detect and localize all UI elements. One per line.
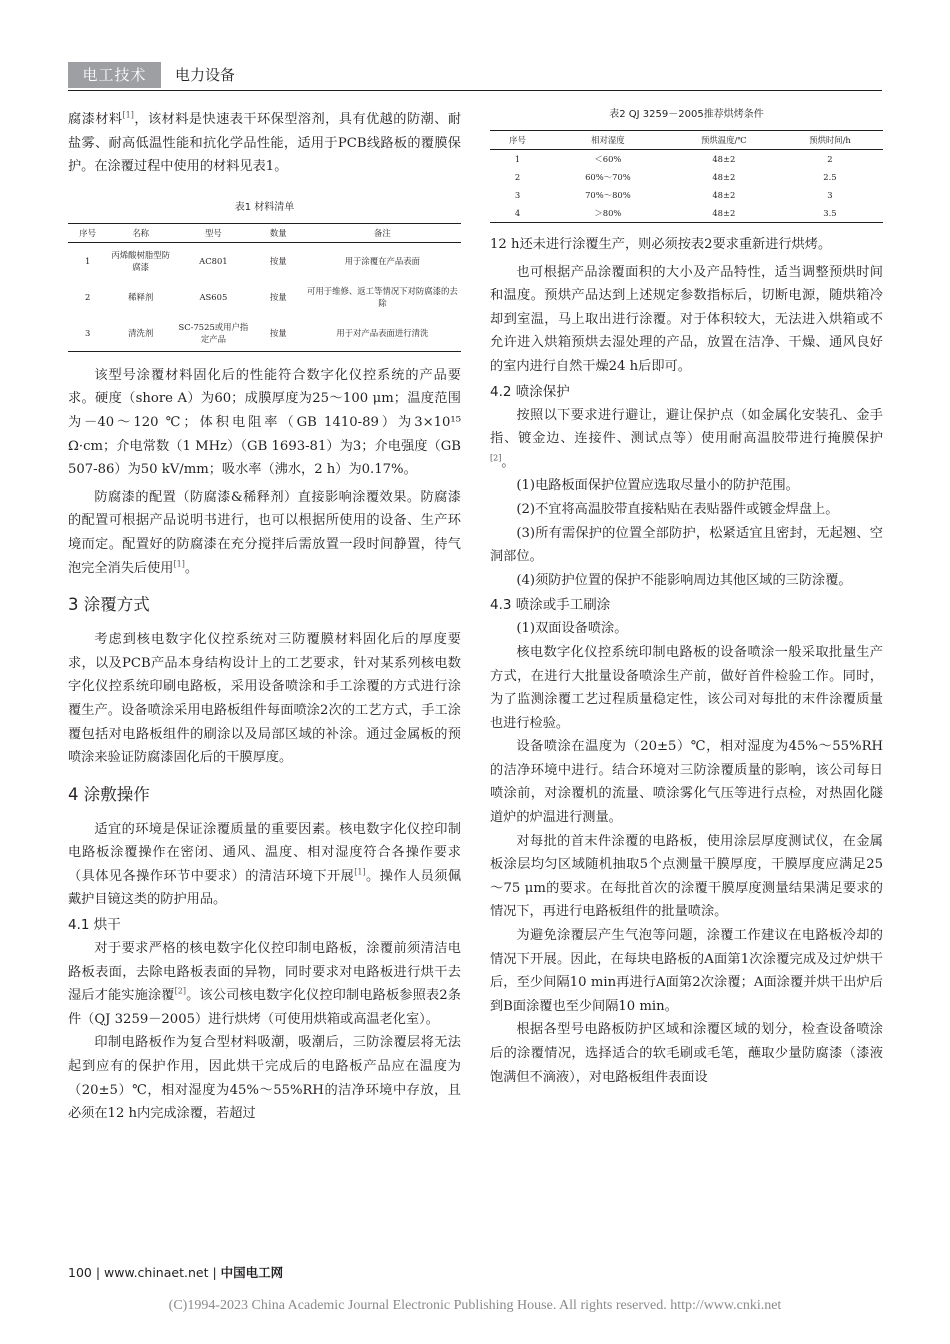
table-header: 序号 — [68, 223, 107, 242]
paragraph: 适宜的环境是保证涂覆质量的重要因素。核电数字化仪控印制电路板涂覆操作在密闭、通风、温度、相对湿度符合各操作要求（具体见各操作环节中要求）的清洁环境下开展[1]。操作人员须佩戴护目镜这类的防护用品。 — [68, 821, 462, 908]
table-cell: 稀释剂 — [128, 291, 154, 302]
table-cell: 48±2 — [712, 172, 736, 182]
table-cell: 48±2 — [671, 204, 777, 223]
citation: [1] — [173, 559, 185, 569]
table-cell: 2 — [514, 172, 521, 182]
paragraph: 考虑到核电数字化仪控系统对三防覆膜材料固化后的厚度要求，以及PCB产品本身结构设计上的工艺要求，针对某系列核电数字化仪控系统印刷电路板，采用设备喷涂和手工涂覆的方式进行涂覆生产。设备喷涂采用电路板组件每面喷涂2次的工艺方式，手工涂覆包括对电路板组件的刷涂以及局部区域的补涂。通过金属板的预喷涂来验证防腐漆固化后的干膜厚度。 — [68, 632, 461, 766]
paragraph: 为避免涂覆层产生气泡等问题，涂覆工作建议在电路板冷却的情况下开展。因此，在每块电路板的A面第1次涂覆完成及过炉烘干后，至少间隔10 min再进行A面第2次涂覆；A面涂覆并烘干出炉后到B面涂覆也至少间隔10 min。 — [490, 928, 883, 1014]
table-cell: 用于对产品表面进行清洗 — [304, 315, 461, 352]
subsection-heading: 4.2 喷涂保护 — [490, 383, 570, 400]
table-cell: 1 — [84, 255, 91, 266]
table-cell: 2 — [827, 154, 833, 164]
table-cell: 按量 — [269, 291, 287, 302]
header-rule — [68, 90, 882, 91]
table-caption: 表1 材料清单 — [234, 201, 295, 213]
table-cell: 3 — [514, 190, 521, 200]
footer-site-name: 中国电工网 — [220, 1265, 284, 1280]
footer-separator: | — [95, 1265, 101, 1280]
paragraph: 腐漆材料[1]，该材料是快速表干环保型溶剂，具有优越的防潮、耐盐雾、耐高低温性能和抗化学品性能，适用于PCB线路板的覆膜保护。在涂覆过程中使用的材料见表1。 — [68, 110, 462, 175]
citation: [1] — [122, 110, 134, 120]
table-cell: 2.5 — [823, 172, 837, 182]
footer-url: www.chinaet.net — [104, 1265, 209, 1280]
table-cell: 70%～80% — [585, 190, 631, 200]
section-heading: 4 涂敷操作 — [68, 784, 150, 804]
table-header: 型号 — [174, 223, 253, 242]
table-header: 预烘时间/h — [777, 131, 883, 150]
left-column — [68, 108, 461, 1126]
table-cell: 按量 — [253, 315, 304, 352]
table-header-row — [68, 223, 461, 242]
citation: [2] — [490, 453, 502, 463]
paragraph: 核电数字化仪控系统印制电路板的设备喷涂一般采取批量生产方式，在进行大批量设备喷涂生产前，做好首件检验工作。同时，为了监测涂覆工艺过程质量稳定性，该公司对每批的末件涂覆质量也进行检验。 — [490, 644, 883, 731]
table-1 — [68, 201, 461, 352]
page-footer — [68, 1264, 283, 1282]
table-cell: 60%～70% — [585, 172, 631, 182]
section-title: 电力设备 — [175, 66, 236, 84]
table-cell: 按量 — [269, 255, 287, 266]
paragraph: 防腐漆的配置（防腐漆&稀释剂）直接影响涂覆效果。防腐漆的配置可根据产品说明书进行，也可以根据所使用的设备、生产环境而定。配置好的防腐漆在充分搅拌后需放置一段时间静置，待气泡完全消失后使用[1]。 — [68, 489, 461, 576]
paragraph: 设备喷涂在温度为（20±5）℃，相对湿度为45%～55%RH的洁净环境中进行。结合环境对三防涂覆质量的影响，该公司每日喷涂前，对涂覆机的流量、喷涂雾化气压等进行点检，对热固化隧道炉的炉温进行测量。 — [490, 739, 883, 826]
table-row — [68, 242, 461, 279]
table-cell: 1 — [514, 154, 521, 164]
footer-separator: | — [212, 1265, 217, 1280]
table-row — [68, 315, 461, 352]
list-item: (1)双面设备喷涂。 — [516, 621, 628, 637]
table-row — [68, 279, 461, 315]
table-cell: 48±2 — [712, 154, 736, 164]
table-cell: ＞80% — [545, 204, 671, 223]
running-header — [68, 62, 882, 92]
table-caption: 表2 QJ 3259－2005推荐烘烤条件 — [609, 109, 764, 120]
table-cell: 2 — [84, 291, 91, 302]
table-cell: 用于涂覆在产品表面 — [344, 255, 421, 266]
table-2 — [490, 108, 883, 223]
paragraph: 对每批的首末件涂覆的电路板，使用涂层厚度测试仪，在金属板涂层均匀区域随机抽取5个点测量干膜厚度，干膜厚度应满足25～75 μm的要求。在每批首次的涂覆干膜厚度测量结果满足要求的情况下，再进行电路板组件的批量喷涂。 — [490, 833, 883, 920]
journal-tag: 电工技术 — [68, 62, 161, 88]
table-header: 序号 — [490, 131, 545, 150]
paragraph: 印制电路板作为复合型材料吸潮，吸潮后，三防涂覆层将无法起到应有的保护作用，因此烘干完成后的电路板产品应在温度为（20±5）℃，相对湿度为45%～55%RH的洁净环境中存放，且必须在12 h内完成涂覆，若超过 — [68, 1035, 461, 1122]
list-item: (1)电路板面保护位置应选取尽量小的防护范围。 — [516, 478, 799, 494]
section-heading: 3 涂覆方式 — [68, 595, 150, 615]
table-header: 名称 — [107, 223, 174, 242]
page-number: 100 — [68, 1265, 92, 1280]
table-cell: 3 — [827, 190, 833, 200]
table-cell: SC-7525或用户指定产品 — [174, 315, 253, 352]
subsection-heading: 4.3 喷涂或手工刷涂 — [490, 597, 611, 614]
table-row — [490, 168, 883, 186]
table-header: 数量 — [253, 223, 304, 242]
table-cell: 3 — [68, 315, 107, 352]
paragraph: 也可根据产品涂覆面积的大小及产品特性，适当调整预烘时间和温度。预烘产品达到上述规定参数指标后，切断电源，随烘箱冷却到室温，马上取出进行涂覆。对于体积较大，无法进入烘箱或不允许进入烘箱预烘去湿处理的产品，放置在洁净、干燥、通风良好的室内进行自然干燥24 h后即可。 — [490, 264, 883, 374]
paragraph: 该型号涂覆材料固化后的性能符合数字化仪控系统的产品要求。硬度（shore A）为60；成膜厚度为25～100 μm；温度范围为－40～120 ℃；体积电阻率（GB 1410-89）为3×10¹⁵ Ω·cm；介电常数（1 MHz）（GB 1693-81）为3；介电强度（GB 507-86）为50 kV/mm；吸水率（沸水，2 h）为0.17%。 — [68, 367, 461, 478]
table-cell: 丙烯酸树脂型防腐漆 — [111, 249, 170, 272]
table-cell: 可用于维修、返工等情况下对防腐漆的去除 — [307, 285, 458, 308]
paragraph: 根据各型号电路板防护区域和涂覆区域的划分，检查设备喷涂后的涂覆情况，选择适合的软毛刷或毛笔，蘸取少量防腐漆（漆液饱满但不滴液），对电路板组件表面设 — [490, 1022, 883, 1085]
subsection-heading: 4.1 烘干 — [68, 917, 121, 934]
paragraph: 对于要求严格的核电数字化仪控印制电路板，涂覆前须清洁电路板表面，去除电路板表面的异物，同时要求对电路板进行烘干去湿后才能实施涂覆[2]。该公司核电数字化仪控印制电路板参照表2条件（QJ 3259－2005）进行烘烤（可使用烘箱或高温老化室）。 — [68, 941, 461, 1027]
list-item: (3)所有需保护的位置全部防护，松紧适宜且密封，无起翘、空洞部位。 — [490, 525, 883, 565]
table-header: 备注 — [304, 223, 461, 242]
table-row — [490, 186, 883, 204]
table-header: 预烘温度/℃ — [671, 131, 777, 150]
table-cell: 3.5 — [777, 204, 883, 223]
citation: [1] — [354, 867, 366, 877]
table-row — [490, 150, 883, 169]
citation: [2] — [174, 986, 186, 996]
table-cell: 清洗剂 — [107, 315, 174, 352]
paragraph: 按照以下要求进行避让，避让保护点（如金属化安装孔、金手指、镀金边、连接件、测试点等）使用耐高温胶带进行掩膜保护[2]。 — [490, 407, 883, 470]
right-column — [490, 108, 883, 1089]
table-cell: AC801 — [199, 255, 228, 266]
table-cell: 4 — [490, 204, 545, 223]
table-header-row — [490, 131, 883, 150]
table-cell: ＜60% — [594, 154, 622, 164]
table-row — [490, 204, 883, 223]
paragraph: 12 h还未进行涂覆生产，则必须按表2要求重新进行烘烤。 — [490, 237, 832, 252]
list-item: (2)不宜将高温胶带直接粘贴在表贴器件或镀金焊盘上。 — [516, 501, 839, 517]
table-header: 相对湿度 — [545, 131, 671, 150]
copyright-watermark: (C)1994-2023 China Academic Journal Electronic Publishing House. All rights reserved. http://www.cnki.net — [168, 1298, 782, 1313]
table-cell: 48±2 — [712, 190, 736, 200]
table-cell: AS605 — [199, 291, 228, 302]
list-item: (4)须防护位置的保护不能影响周边其他区域的三防涂覆。 — [516, 572, 852, 588]
